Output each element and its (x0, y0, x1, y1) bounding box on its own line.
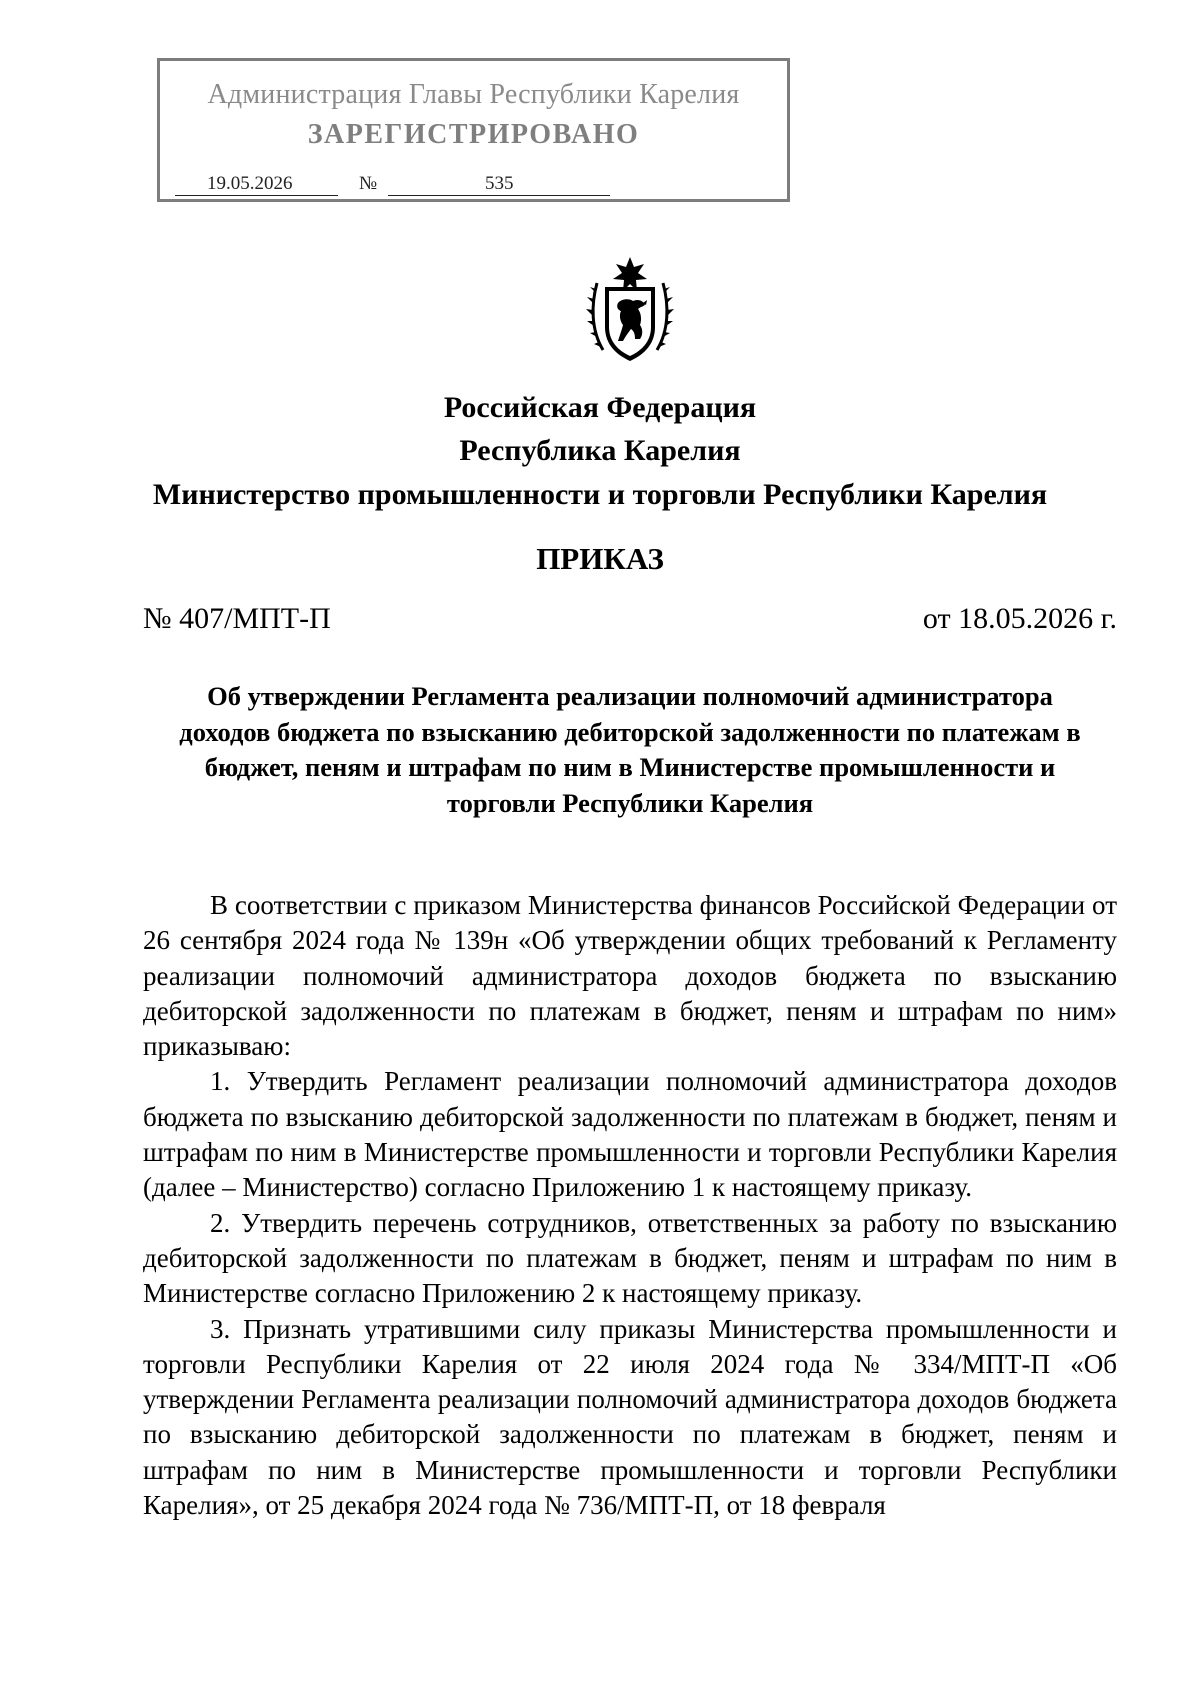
registration-stamp (157, 58, 790, 202)
stamp-date: 19.05.2026 (207, 173, 293, 194)
title-line: бюджет, пеням и штрафам по ним в Министерстве промышленности и (204, 752, 1056, 782)
document-body (143, 888, 1117, 1523)
clause-1-paragraph: 1. Утвердить Регламент реализации полномочий администратора доходов бюджета по взысканию дебиторской задолженности по платежам в бюджет, пеням и штрафам по ним в Министерстве промышленности и торговли Республики Карелия (далее – Министерство) согласно Приложению 1 к настоящему приказу. (143, 1066, 1117, 1203)
document-type: ПРИКАЗ (536, 541, 664, 576)
stamp-number: 535 (485, 173, 514, 194)
header-republic: Республика Карелия (459, 434, 741, 467)
title-line: Об утверждении Регламента реализации полномочий администратора (207, 681, 1053, 711)
title-line: доходов бюджета по взысканию дебиторской задолженности по платежам в (179, 716, 1081, 747)
header-country: Российская Федерация (443, 391, 757, 424)
title-line: торговли Республики Карелия (446, 787, 814, 818)
order-date: от 18.05.2026 г. (922, 602, 1117, 635)
stamp-organization: Администрация Главы Республики Карелия (207, 79, 740, 110)
clause-3-paragraph: 3. Признать утратившими силу приказы Министерства промышленности и торговли Республики Карелия от 22 июля 2024 года № 334/МПТ-П «Об утверждении Регламента реализации полномочий администратора доходов бюджета по взысканию дебиторской задолженности по платежам в бюджет, пеням и штрафам по ним в Министерстве промышленности и торговли Республики Карелия», от 25 декабря 2024 года № 736/МПТ-П, от 18 февраля (143, 1313, 1117, 1521)
stamp-number-label: № (359, 173, 378, 194)
stamp-status: ЗАРЕГИСТРИРОВАНО (307, 119, 640, 150)
stamp-number-underline (388, 195, 610, 196)
karelia-coat-of-arms-icon (585, 255, 675, 370)
stamp-date-underline (175, 195, 338, 196)
header-ministry: Министерство промышленности и торговли Республики Карелия (152, 478, 1048, 511)
order-number: № 407/МПТ-П (143, 602, 331, 635)
document-title (143, 679, 1117, 821)
preamble-paragraph: В соответствии с приказом Министерства финансов Российской Федерации от 26 сентября 2024 года № 139н «Об утверждении общих требований к Регламенту реализации полномочий администратора доходов бюджета по взысканию дебиторской задолженности по платежам в бюджет, пеням и штрафам по ним» приказываю: (143, 890, 1117, 1062)
clause-2-paragraph: 2. Утвердить перечень сотрудников, ответственных за работу по взысканию дебиторской задолженности по платежам в бюджет, пеням и штрафам по ним в Министерстве согласно Приложению 2 к настоящему приказу. (143, 1207, 1117, 1309)
